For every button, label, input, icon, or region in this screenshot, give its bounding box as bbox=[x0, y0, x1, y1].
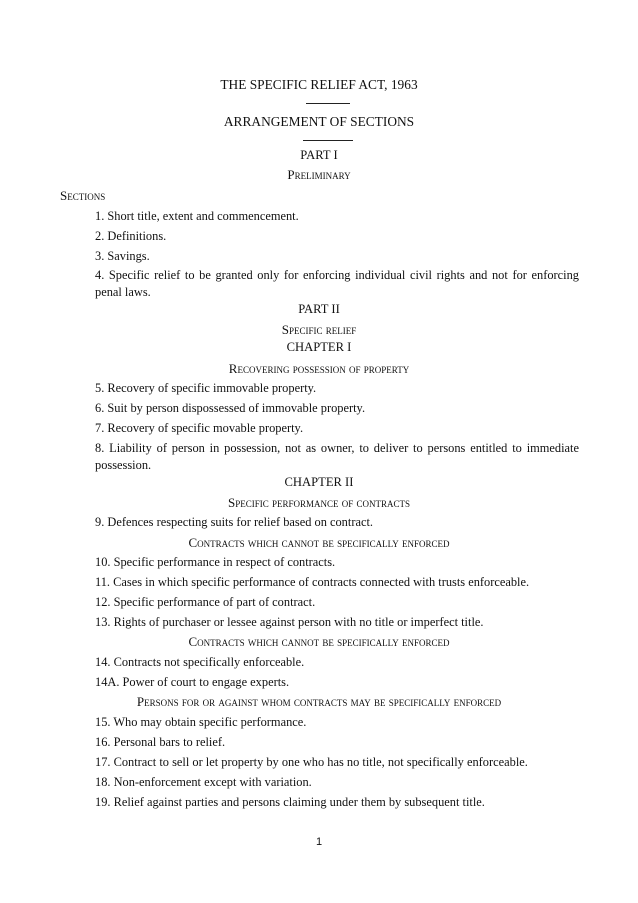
section-item: 14. Contracts not specifically enforceable. bbox=[95, 655, 305, 669]
section-item: 17. Contract to sell or let property by one who has no title, not specifically enforceable. bbox=[95, 755, 528, 769]
section-item: 14A. Power of court to engage experts. bbox=[95, 675, 290, 689]
part1-name: Preliminary bbox=[287, 167, 351, 182]
part2-name: Specific relief bbox=[281, 322, 357, 337]
section-item: 10. Specific performance in respect of contracts. bbox=[95, 555, 336, 569]
chapter1-label: CHAPTER I bbox=[286, 340, 352, 354]
subheading: Contracts which cannot be specifically enforced bbox=[188, 535, 450, 550]
section-item: 3. Savings. bbox=[95, 249, 150, 263]
chapter2-label: CHAPTER II bbox=[284, 475, 354, 489]
chapter2-name: Specific performance of contracts bbox=[227, 495, 411, 510]
section-item: 8. Liability of person in possession, not as owner, to deliver to persons entitled to immediate possession. bbox=[95, 441, 579, 472]
subheading: Persons for or against whom contracts may be specifically enforced bbox=[136, 694, 502, 709]
subheading: Contracts which cannot be specifically enforced bbox=[188, 634, 450, 649]
section-item: 15. Who may obtain specific performance. bbox=[95, 715, 307, 729]
section-item: 11. Cases in which specific performance of contracts connected with trusts enforceable. bbox=[95, 575, 530, 589]
section-item: 18. Non-enforcement except with variation. bbox=[95, 775, 312, 789]
section-item: 12. Specific performance of part of contract. bbox=[95, 595, 316, 609]
part1-label: PART I bbox=[300, 148, 338, 162]
part2-label: PART II bbox=[298, 302, 340, 316]
sections-label: Sections bbox=[60, 188, 106, 203]
section-item: 5. Recovery of specific immovable property. bbox=[95, 381, 317, 395]
arrangement-rule bbox=[303, 140, 353, 141]
section-item: 16. Personal bars to relief. bbox=[95, 735, 226, 749]
section-item: 7. Recovery of specific movable property. bbox=[95, 421, 304, 435]
title-rule bbox=[306, 103, 350, 104]
section-item: 4. Specific relief to be granted only for enforcing individual civil rights and not for enforcing penal laws. bbox=[95, 268, 579, 299]
act-title: THE SPECIFIC RELIEF ACT, 1963 bbox=[220, 77, 418, 92]
arrangement-heading: ARRANGEMENT OF SECTIONS bbox=[223, 114, 415, 129]
section-item: 19. Relief against parties and persons claiming under them by subsequent title. bbox=[95, 795, 485, 809]
section-item: 1. Short title, extent and commencement. bbox=[95, 209, 299, 223]
section-item: 13. Rights of purchaser or lessee against person with no title or imperfect title. bbox=[95, 615, 484, 629]
section-item: 2. Definitions. bbox=[95, 229, 167, 243]
page-number: 1 bbox=[315, 836, 323, 848]
section-item: 9. Defences respecting suits for relief based on contract. bbox=[95, 515, 373, 529]
section-item: 6. Suit by person dispossessed of immovable property. bbox=[95, 401, 366, 415]
chapter1-name: Recovering possession of property bbox=[228, 361, 410, 376]
